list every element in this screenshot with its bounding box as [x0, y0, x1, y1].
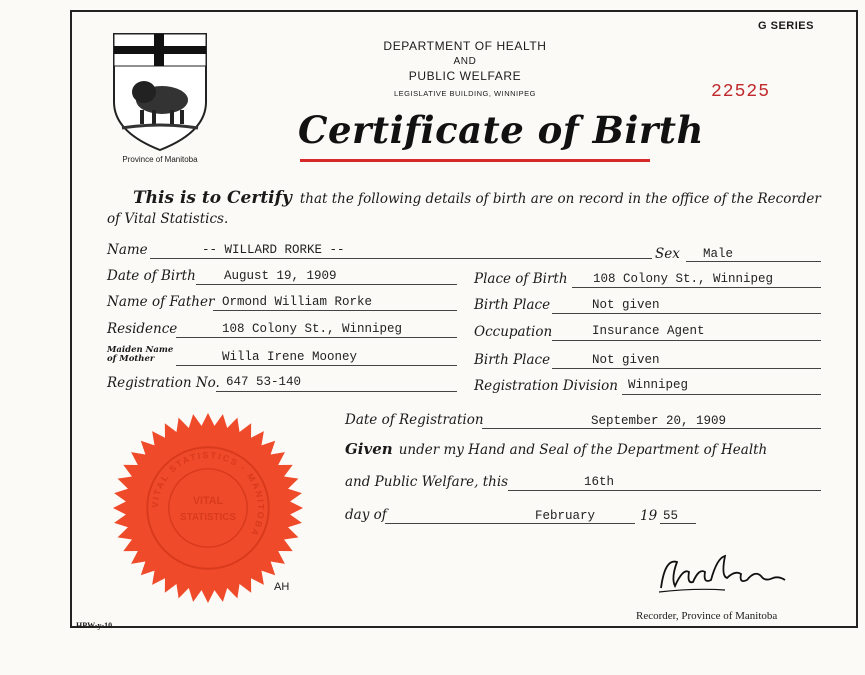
certify-lead: This is to Certify — [133, 188, 292, 208]
given-statement-line-1 — [345, 440, 825, 458]
father-value: Ormond William Rorke — [222, 295, 373, 309]
name-line — [150, 258, 652, 259]
occupation-line — [552, 340, 821, 341]
mother-birthplace-value: Not given — [592, 353, 660, 367]
dept-line-3: PUBLIC WELFARE — [408, 69, 522, 83]
vital-statistics-seal — [110, 410, 306, 606]
certificate-title: Certificate of Birth — [298, 108, 704, 152]
recorder-title: Recorder, Province of Manitoba — [636, 610, 778, 622]
recorder-signature — [655, 548, 790, 596]
given-text-2: and Public Welfare, this — [345, 474, 509, 490]
form-code: HPW-y-10 — [76, 621, 113, 630]
manitoba-crest-icon — [112, 32, 208, 152]
residence-value: 108 Colony St., Winnipeg — [222, 322, 403, 336]
mother-line — [176, 365, 457, 366]
registration-date-value: September 20, 1909 — [591, 414, 727, 428]
series-label: G SERIES — [758, 20, 814, 32]
father-birthplace-value: Not given — [592, 298, 660, 312]
registration-division-value: Winnipeg — [628, 378, 689, 392]
title-underline — [300, 159, 650, 162]
given-text-1: under my Hand and Seal of the Department of Health — [398, 442, 768, 458]
occupation-value: Insurance Agent — [592, 324, 705, 338]
given-year-prefix: 19 — [640, 508, 658, 524]
occupation-label: Occupation — [474, 324, 553, 340]
residence-line — [176, 337, 457, 338]
dept-line-2: AND — [453, 56, 477, 67]
given-year-line — [660, 523, 696, 524]
given-day-value: 16th — [584, 475, 615, 489]
given-day-of-label: day of — [345, 507, 387, 523]
registration-no-value: 647 53-140 — [226, 375, 302, 389]
certificate-number: 22525 — [711, 82, 771, 102]
registration-date-line — [482, 428, 821, 429]
given-day-line — [508, 490, 821, 491]
mother-label-line-2: of Mother — [107, 354, 155, 364]
residence-label: Residence — [107, 321, 178, 337]
mother-birthplace-line — [552, 368, 821, 369]
given-lead: Given — [345, 440, 393, 458]
initials: AH — [274, 581, 290, 593]
mother-birthplace-label: Birth Place — [474, 352, 551, 368]
dob-line — [196, 284, 457, 285]
name-value: -- WILLARD RORKE -- — [202, 243, 345, 257]
mother-value: Willa Irene Mooney — [222, 350, 358, 364]
seal-inner-text-1: VITAL — [192, 495, 224, 508]
registration-no-line — [216, 391, 457, 392]
sex-value: Male — [703, 247, 734, 261]
father-birthplace-line — [552, 313, 821, 314]
seal-outer-text: VITAL STATISTICS · MANITOBA — [149, 449, 267, 540]
pob-value: 108 Colony St., Winnipeg — [593, 272, 774, 286]
crest-caption: Province of Manitoba — [122, 155, 198, 164]
pob-label: Place of Birth — [474, 271, 568, 287]
department-heading — [345, 38, 585, 102]
dob-label: Date of Birth — [107, 268, 196, 284]
dept-line-1: DEPARTMENT OF HEALTH — [383, 39, 547, 53]
dept-line-4: LEGISLATIVE BUILDING, WINNIPEG — [394, 89, 536, 98]
father-label: Name of Father — [107, 294, 215, 310]
certify-text: that the following details of birth are on record in the office of the Recorder of Vital Statistics. — [107, 191, 821, 227]
registration-division-label: Registration Division — [474, 378, 618, 394]
pob-line — [572, 287, 821, 288]
registration-no-label: Registration No. — [107, 375, 220, 391]
registration-date-label: Date of Registration — [345, 412, 484, 428]
father-birthplace-label: Birth Place — [474, 297, 551, 313]
mother-label — [107, 346, 173, 364]
given-month-line — [385, 523, 635, 524]
seal-inner-text-2: STATISTICS — [180, 511, 236, 523]
dob-value: August 19, 1909 — [224, 269, 337, 283]
father-line — [213, 310, 457, 311]
given-year-value: 55 — [663, 509, 679, 523]
given-month-value: February — [535, 509, 596, 523]
sex-label: Sex — [655, 246, 680, 262]
certify-statement — [107, 188, 827, 229]
sex-line — [686, 261, 821, 262]
registration-division-line — [622, 394, 821, 395]
mother-label-line-1: Maiden Name — [107, 345, 174, 355]
name-label: Name — [107, 242, 148, 258]
